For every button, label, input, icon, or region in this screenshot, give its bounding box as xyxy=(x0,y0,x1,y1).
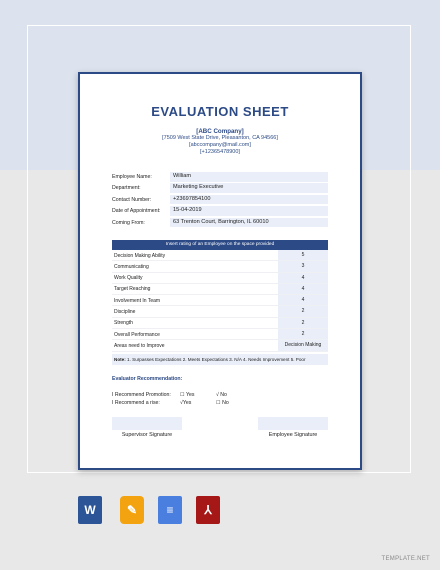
rating-value[interactable]: 4 xyxy=(278,273,328,283)
rating-value[interactable]: Decision Making xyxy=(278,340,328,350)
rating-row xyxy=(112,261,328,272)
employee-field-label: Contact Number: xyxy=(112,196,152,203)
rating-row xyxy=(112,273,328,284)
promotion-label: I Recommend Promotion: xyxy=(112,392,171,398)
rating-row xyxy=(112,329,328,340)
appointment-date-field[interactable]: 15-04-2019 xyxy=(170,206,328,216)
employee-row xyxy=(112,206,328,217)
page-title: EVALUATION SHEET xyxy=(151,104,289,119)
employee-name-field[interactable]: William xyxy=(170,172,328,182)
rating-label: Communicating xyxy=(114,263,149,270)
rating-label: Discipline xyxy=(114,308,136,315)
evaluator-title: Evaluator Recommendation: xyxy=(112,376,183,382)
company-name: [ABC Company] xyxy=(196,128,244,135)
rating-table-header: Insert rating of an Employee on the space provided xyxy=(112,240,328,250)
pages-glyph: ✎ xyxy=(126,503,138,517)
rating-row xyxy=(112,250,328,261)
raise-label: I Recommend a rise: xyxy=(112,400,160,406)
company-phone: [+12365478900] xyxy=(200,149,240,155)
rating-value[interactable]: 5 xyxy=(278,250,328,260)
rating-row xyxy=(112,306,328,317)
raise-yes-checkbox[interactable]: √Yes xyxy=(180,400,192,406)
docs-glyph: ≡ xyxy=(166,503,174,517)
rating-label: Involvement In Team xyxy=(114,297,161,304)
employee-field-label: Date of Appointment: xyxy=(112,208,161,215)
rating-row xyxy=(112,318,328,329)
rating-label: Overall Performance xyxy=(114,331,160,338)
employee-info-section xyxy=(112,172,328,229)
employee-row xyxy=(112,218,328,229)
promotion-no-checkbox[interactable]: √ No xyxy=(216,392,227,398)
note-text: 1. Surpasses Expectations 2. Meets Expectations 3. N/A 4. Needs Improvement 5. Poor xyxy=(127,356,306,362)
rating-value[interactable]: 2 xyxy=(278,329,328,339)
employee-row xyxy=(112,183,328,194)
word-icon[interactable] xyxy=(78,496,102,524)
rating-label: Decision Making Ability xyxy=(114,252,166,259)
supervisor-signature-box[interactable] xyxy=(112,417,182,430)
rating-row xyxy=(112,340,328,351)
company-email: [abccompany@mail.com] xyxy=(189,142,251,148)
rating-value[interactable]: 2 xyxy=(278,318,328,328)
employee-row xyxy=(112,195,328,206)
company-block xyxy=(80,128,360,156)
employee-field-label: Department: xyxy=(112,185,141,192)
rating-value[interactable]: 4 xyxy=(278,284,328,294)
department-field[interactable]: Marketing Executive xyxy=(170,183,328,193)
employee-row xyxy=(112,172,328,183)
employee-field-label: Coming From: xyxy=(112,219,145,226)
rating-row xyxy=(112,295,328,306)
rating-value[interactable]: 4 xyxy=(278,295,328,305)
contact-number-field[interactable]: +23697854100 xyxy=(170,195,328,205)
supervisor-signature-label: Supervisor Signature xyxy=(121,432,173,438)
brand-watermark: TEMPLATE.NET xyxy=(381,556,430,562)
employee-signature-label: Employee Signature xyxy=(268,432,318,438)
rating-value[interactable]: 3 xyxy=(278,261,328,271)
pdf-icon[interactable] xyxy=(196,496,220,524)
employee-signature-box[interactable] xyxy=(258,417,328,430)
rating-value[interactable]: 2 xyxy=(278,306,328,316)
evaluation-sheet-page xyxy=(78,72,362,470)
promotion-yes-checkbox[interactable]: ☐ Yes xyxy=(180,392,195,398)
company-address: [7509 West State Drive, Pleasanton, CA 94566] xyxy=(162,135,278,141)
pages-icon[interactable] xyxy=(120,496,144,524)
rating-row xyxy=(112,284,328,295)
rating-table xyxy=(112,240,328,365)
google-docs-icon[interactable] xyxy=(158,496,182,524)
rating-label: Work Quality xyxy=(114,275,143,282)
rating-label: Strength xyxy=(114,320,133,327)
note-label: Note: xyxy=(114,356,126,362)
rating-label: Areas need to Improve xyxy=(114,342,165,349)
coming-from-field[interactable]: 63 Trenton Court, Barrington, IL 60010 xyxy=(170,218,328,228)
raise-no-checkbox[interactable]: ☐ No xyxy=(216,400,229,406)
employee-field-label: Employee Name: xyxy=(112,174,152,180)
rating-note xyxy=(112,354,328,365)
pdf-glyph: ⅄ xyxy=(204,503,212,517)
rating-label: Target Reaching xyxy=(114,286,151,293)
word-glyph: W xyxy=(84,503,96,517)
